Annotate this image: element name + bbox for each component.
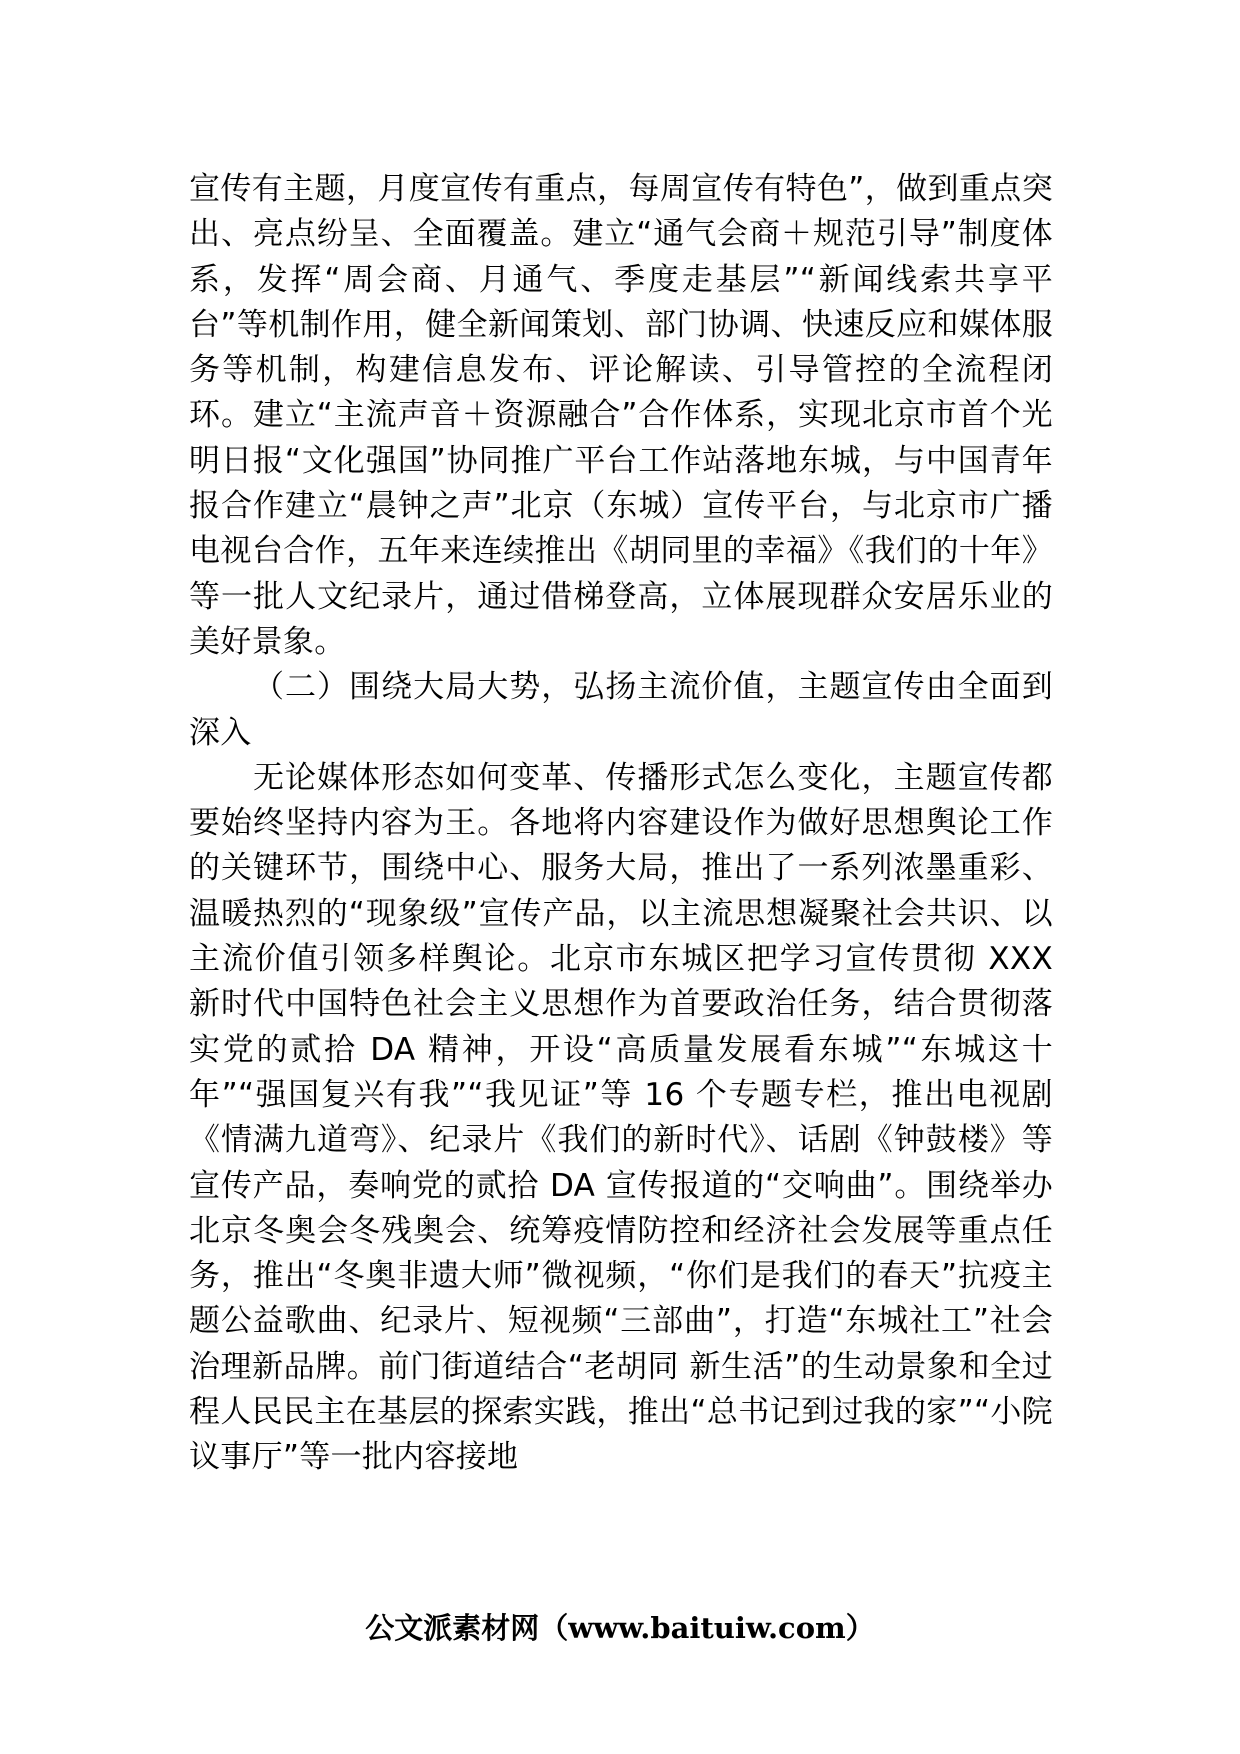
paragraph-body: 无论媒体形态如何变革、传播形式怎么变化，主题宣传都要始终坚持内容为王。各地将内容建设作为做好思想舆论工作的关键环节，围绕中心、服务大局，推出了一系列浓墨重彩、温暖热烈的“现象级”宣传产品，以主流思想凝聚社会共识、以主流价值引领多样舆论。北京市东城区把学习宣传贯彻 XXX 新时代中国特色社会主义思想作为首要政治任务，结合贯彻落实党的贰拾 DA 精神，开设“高质量发展看东城”“东城这十年”“强国复兴有我”“我见证”等 16 个专题专栏，推出电视剧《情满九道弯》、纪录片《我们的新时代》、话剧《钟鼓楼》等宣传产品，奏响党的贰拾 DA 宣传报道的“交响曲”。围绕举办北京冬奥会冬残奥会、统筹疫情防控和经济社会发展等重点任务，推出“冬奥非遗大师”微视频，“你们是我们的春天”抗疫主题公益歌曲、纪录片、短视频“三部曲”，打造“东城社工”社会治理新品牌。前门街道结合“老胡同 新生活”的生动景象和全过程人民民主在基层的探索实践，推出“总书记到过我的家”“小院议事厅”等一批内容接地: [189, 759, 1053, 1476]
section-heading: （二）围绕大局大势，弘扬主流价值，主题宣传由全面到深入: [189, 669, 1053, 751]
document-body: [189, 167, 1053, 1481]
footer-source-text: 公文派素材网（www.baituiw.com）: [365, 1611, 875, 1645]
paragraph-continuation: 宣传有主题，月度宣传有重点，每周宣传有特色”，做到重点突出、亮点纷呈、全面覆盖。建立“通气会商＋规范引导”制度体系，发挥“周会商、月通气、季度走基层”“新闻线索共享平台”等机制作用，健全新闻策划、部门协调、快速反应和媒体服务等机制，构建信息发布、评论解读、引导管控的全流程闭环。建立“主流声音＋资源融合”合作体系，实现北京市首个光明日报“文化强国”协同推广平台工作站落地东城，与中国青年报合作建立“晨钟之声”北京（东城）宣传平台，与北京市广播电视台合作，五年来连续推出《胡同里的幸福》《我们的十年》等一批人文纪录片，通过借梯登高，立体展现群众安居乐业的美好景象。: [189, 171, 1053, 660]
